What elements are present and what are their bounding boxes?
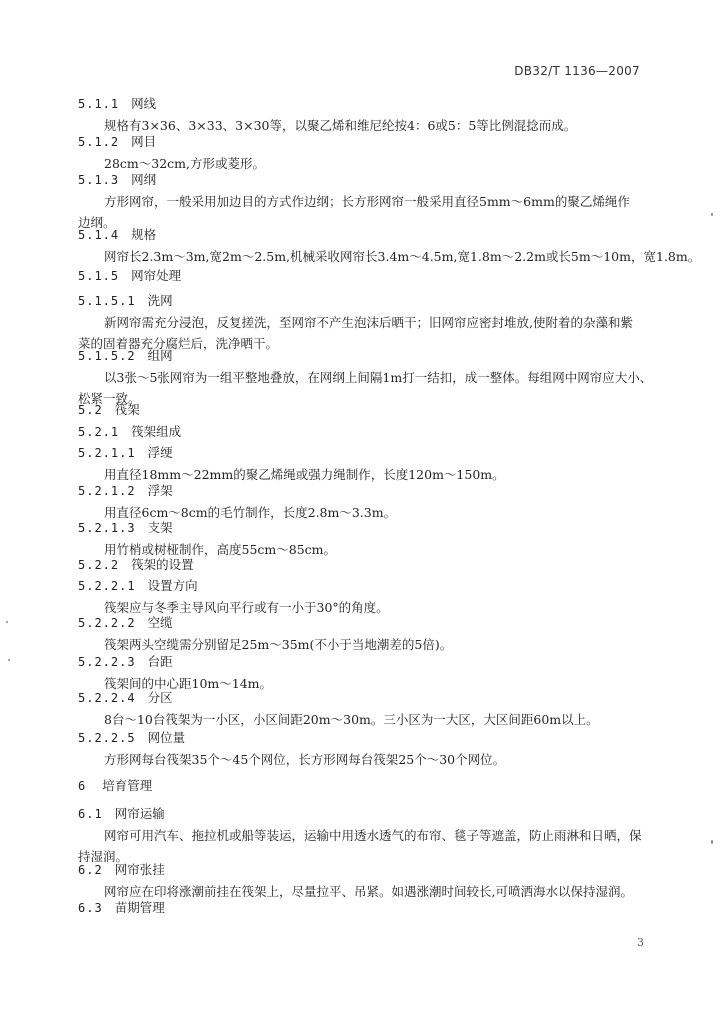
section-number: 5.2	[78, 403, 103, 417]
section-number: 5.2.1.3	[78, 521, 136, 535]
section-number: 5.1.5.1	[78, 294, 136, 308]
section-title: 设置方向	[147, 578, 198, 593]
section-number: 6	[78, 779, 87, 793]
section-heading	[78, 483, 173, 499]
section-number: 5.1.5.2	[78, 349, 136, 363]
section-heading	[78, 96, 156, 112]
section-number: 5.2.1.1	[78, 446, 136, 460]
section-title: 网目	[131, 134, 157, 149]
scan-speck	[711, 840, 713, 844]
section-heading	[78, 615, 173, 631]
section-title: 筏架	[114, 402, 140, 417]
section-heading	[78, 172, 156, 188]
paragraph-line: 用竹梢或树桠制作，高度55cm～85cm。	[104, 542, 337, 557]
section-number: 5.1.4	[78, 228, 120, 242]
scan-speck	[8, 659, 10, 661]
paragraph-line: 方形网每台筏架35个～45个网位，长方形网每台筏架25个～30个网位。	[104, 752, 506, 767]
section-heading	[78, 293, 173, 309]
section-title: 网帘张挂	[114, 862, 165, 877]
section-heading	[78, 557, 194, 573]
section-title: 组网	[147, 348, 173, 363]
section-heading	[78, 730, 185, 746]
section-number: 5.2.2	[78, 558, 120, 572]
section-title: 网位量	[147, 730, 186, 745]
section-heading	[78, 134, 156, 150]
section-number: 5.1.2	[78, 135, 120, 149]
section-heading	[78, 654, 173, 670]
section-number: 5.2.2.2	[78, 616, 136, 630]
paragraph-line: 持湿润。	[78, 849, 129, 864]
section-title: 洗网	[147, 293, 173, 308]
paragraph-line: 筏架间的中心距10m～14m。	[104, 676, 273, 691]
section-title: 培育管理	[102, 778, 153, 793]
paragraph-line: 网帘可用汽车、拖拉机或船等装运，运输中用透水透气的布帘、毯子等遮盖，防止雨淋和日晒，保	[104, 828, 642, 843]
section-heading	[78, 445, 173, 461]
paragraph-line: 筏架应与冬季主导风向平行或有一小于30°的角度。	[104, 600, 389, 615]
paragraph-line: 规格有3×36、3×33、3×30等，以聚乙烯和维尼纶按4：6或5：5等比例混捻而成。	[104, 118, 577, 133]
section-number: 6.3	[78, 901, 103, 915]
section-number: 6.2	[78, 863, 103, 877]
section-title: 规格	[131, 227, 157, 242]
section-heading	[78, 348, 173, 364]
paragraph-line: 用直径18mm～22mm的聚乙烯绳或强力绳制作，长度120m～150m。	[104, 467, 505, 482]
scan-speck	[6, 621, 8, 623]
section-number: 5.2.2.5	[78, 731, 136, 745]
section-heading	[78, 862, 165, 878]
paragraph-line: 边纲。	[78, 215, 116, 230]
section-heading	[78, 520, 173, 536]
paragraph-line: 菜的固着器充分腐烂后，洗净晒干。	[78, 336, 279, 351]
section-heading	[78, 690, 173, 706]
section-heading	[78, 806, 165, 822]
paragraph-line: 筏架两头空缆需分别留足25m～35m(不小于当地潮差的5倍)。	[104, 637, 453, 652]
section-heading	[78, 268, 181, 284]
section-number: 5.1.5	[78, 269, 120, 283]
section-title: 台距	[147, 654, 173, 669]
section-title: 网线	[131, 96, 157, 111]
scan-speck	[711, 213, 713, 216]
section-heading	[78, 424, 181, 440]
paragraph-line: 新网帘需充分浸泡，反复搓洗，至网帘不产生泡沫后晒干；旧网帘应密封堆放,使附着的杂藻和紫	[104, 315, 633, 330]
paragraph-line: 网帘长2.3m～3m,宽2m～2.5m,机械采收网帘长3.4m～4.5m,宽1.8m～2.2m或长5m～10m，宽1.8m。	[104, 249, 701, 264]
section-title: 苗期管理	[114, 900, 165, 915]
section-title: 浮绠	[147, 445, 173, 460]
section-number: 5.1.1	[78, 97, 120, 111]
section-heading	[78, 578, 198, 594]
section-number: 5.2.2.3	[78, 655, 136, 669]
section-title: 网帘处理	[131, 268, 182, 283]
section-title: 筏架的设置	[131, 557, 194, 572]
section-title: 筏架组成	[131, 424, 182, 439]
section-number: 5.2.2.4	[78, 691, 136, 705]
paragraph-line: 方形网帘，一般采用加边目的方式作边纲；长方形网帘一般采用直径5mm～6mm的聚乙烯绳作	[104, 194, 630, 209]
section-number: 5.2.1	[78, 425, 120, 439]
section-title: 浮架	[147, 483, 173, 498]
document-header: DB32/T 1136—2007	[514, 64, 640, 78]
section-number: 5.2.1.2	[78, 484, 136, 498]
paragraph-line: 8台～10台筏架为一小区，小区间距20m～30m。三小区为一大区，大区间距60m以上。	[104, 712, 599, 727]
section-heading	[78, 227, 156, 243]
section-title: 空缆	[147, 615, 173, 630]
section-title: 支架	[147, 520, 173, 535]
paragraph-line: 28cm～32cm,方形或菱形。	[104, 156, 265, 171]
section-title: 分区	[147, 690, 173, 705]
section-number: 5.1.3	[78, 173, 120, 187]
section-title: 网纲	[131, 172, 157, 187]
paragraph-line: 网帘应在印将涨潮前挂在筏架上，尽量拉平、吊紧。如遇涨潮时间较长,可喷洒海水以保持湿润。	[104, 884, 633, 899]
section-number: 6.1	[78, 807, 103, 821]
section-number: 5.2.2.1	[78, 579, 136, 593]
paragraph-line: 松紧一致。	[78, 391, 141, 406]
paragraph-line: 用直径6cm～8cm的毛竹制作，长度2.8m～3.3m。	[104, 505, 397, 520]
section-title: 网帘运输	[114, 806, 165, 821]
section-heading	[78, 402, 140, 418]
section-heading	[78, 900, 165, 916]
section-heading	[78, 778, 152, 794]
paragraph-line: 以3张～5张网帘为一组平整地叠放，在网纲上间隔1m打一结扣，成一整体。每组网中网帘应大小、	[104, 370, 653, 385]
page-number: 3	[637, 936, 644, 949]
